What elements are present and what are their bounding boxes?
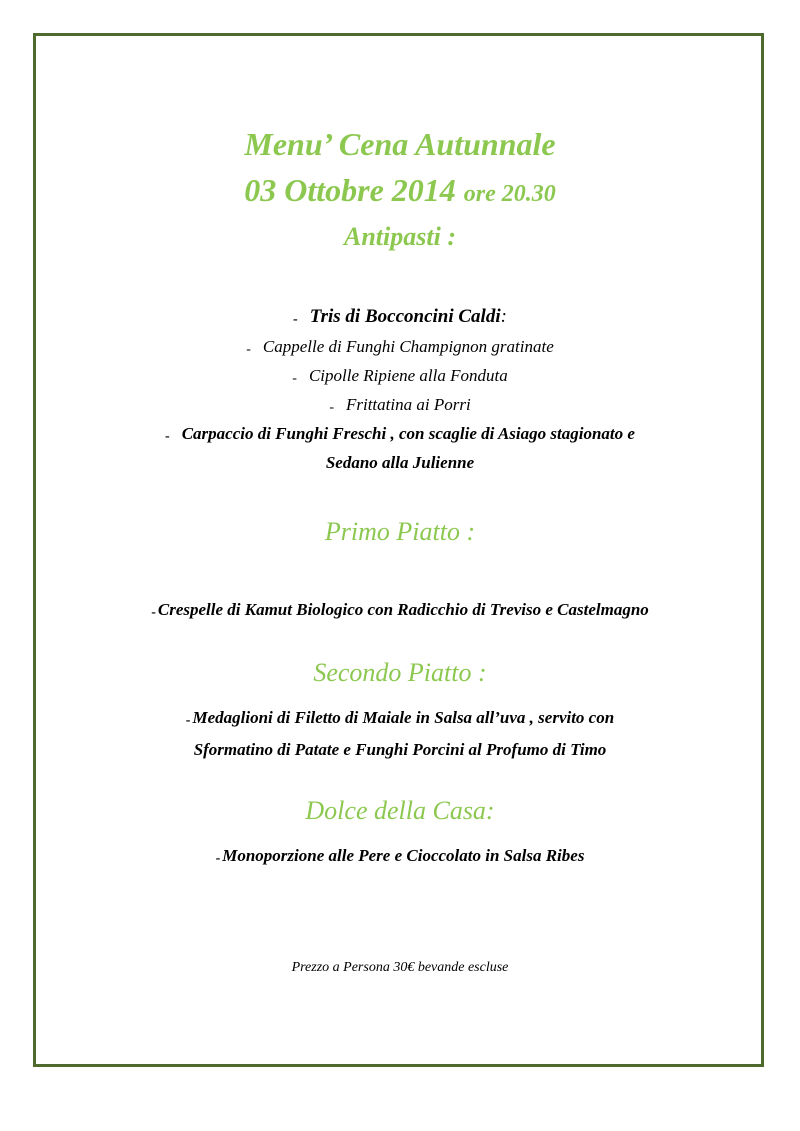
- list-item: - Cipolle Ripiene alla Fonduta: [292, 366, 508, 386]
- event-date: [36, 172, 764, 209]
- bullet-dash: -: [329, 400, 334, 415]
- secondo-heading: Secondo Piatto :: [313, 658, 487, 687]
- primo-heading: Primo Piatto :: [324, 517, 476, 546]
- list-item: - Cappelle di Funghi Champignon gratinate: [246, 337, 554, 357]
- bullet-dash: -: [215, 851, 221, 866]
- carpaccio-line-2: Sedano alla Julienne: [325, 453, 475, 472]
- dolce-item: - Monoporzione alle Pere e Cioccolato in Salsa Ribes: [215, 846, 585, 866]
- bullet-dash: -: [292, 371, 297, 386]
- secondo-line-1: - Medaglioni di Filetto di Maiale in Salsa all’uva , servito con: [185, 708, 615, 728]
- bullet-dash: -: [293, 312, 298, 327]
- tris-title: - Tris di Bocconcini Caldi:: [293, 306, 507, 327]
- primo-item: - Crespelle di Kamut Biologico con Radicchio di Treviso e Castelmagno: [151, 600, 649, 620]
- list-item: - Frittatina ai Porri: [329, 395, 471, 415]
- bullet-dash: -: [151, 605, 156, 620]
- time-text: ore 20.30: [463, 181, 556, 207]
- price-note: Prezzo a Persona 30€ bevande escluse: [291, 960, 509, 975]
- secondo-line-2: Sformatino di Patate e Funghi Porcini al Profumo di Timo: [193, 740, 607, 759]
- bullet-dash: -: [246, 342, 251, 357]
- bullet-dash: -: [185, 713, 191, 728]
- dolce-heading: Dolce della Casa:: [305, 796, 495, 825]
- antipasti-heading: Antipasti :: [344, 222, 456, 251]
- carpaccio-line-1: - Carpaccio di Funghi Freschi , con scaglie di Asiago stagionato e: [165, 424, 635, 444]
- bullet-dash: -: [165, 429, 170, 444]
- menu-title: Menu’ Cena Autunnale: [244, 126, 556, 162]
- date-text: 03 Ottobre 2014: [244, 172, 456, 208]
